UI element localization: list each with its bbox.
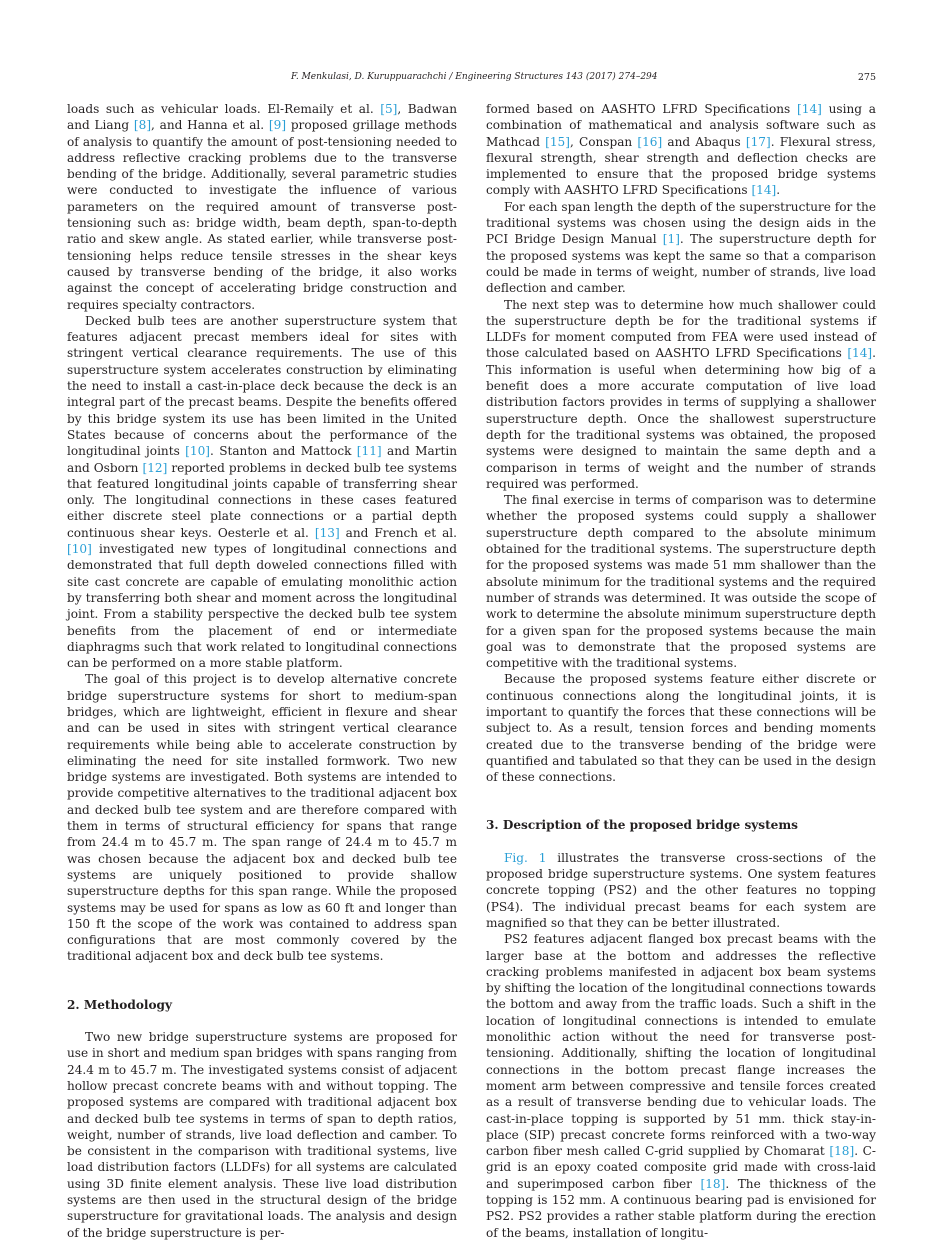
running-head: F. Menkulasi, D. Kuruppuarachchi / Engineering Structures 143 (2017) 274–294 bbox=[291, 72, 658, 82]
reference-link[interactable]: [12] bbox=[142, 460, 168, 475]
paragraph: The goal of this project is to develop alternative concrete bridge superstructure systems for short to medium-span bridges, which are lightweight, efficient in flexure and shear and can be used in sites with stringent vertical clearance requirements while being able to accelerate construction by eliminating the need for site installed formwork. Two new bridge systems are investigated. Both systems are intended to provide competitive alternatives to the traditional adjacent box and decked bulb tee system and are therefore compared with them in terms of structural efficiency for spans that range from 24.4 m to 45.7 m. The span range of 24.4 m to 45.7 m was chosen because the adjacent box and decked bulb tee systems are uniquely positioned to provide shallow superstructure depths for this span range. While the proposed systems may be used for spans as low as 60 ft and longer than 150 ft the scope of the work was contained to address span configurations that are most commonly covered by the traditional adjacent box and deck bulb tee systems. bbox=[67, 672, 457, 964]
paragraph: Decked bulb tees are another superstructure system that features adjacent precast members ideal for sites with stringent vertical clearance requirements. The use of this superstructure system accelerates construction by eliminating the need to install a cast-in-place deck because the deck is an integral part of the precast beams. Despite the benefits offered by this bridge system its use has been limited in the United States because of concerns about the performance of the longitudinal joints [10]. Stanton and Mattock [11] and Martin and Osborn [12] reported problems in decked bulb tee systems that featured longitudinal joints capable of transferring shear only. The longitudinal connections in these cases featured either discrete steel plate connections or a partial depth continuous shear keys. Oesterle et al. [13] and French et al. [10] investigated new types of longitudinal connections and demonstrated that full depth doweled connections filled with site cast concrete are capable of emulating monolithic action by transferring both shear and moment across the longitudinal joint. From a stability perspective the decked bulb tee system benefits from the placement of end or intermediate diaphragms such that work related to longitudinal connections can be performed on a more stable platform. bbox=[67, 313, 457, 671]
paragraph: The final exercise in terms of comparison was to determine whether the proposed systems could supply a shallower superstructure depth compared to the absolute minimum obtained for the traditional systems. The superstructure depth for the proposed systems was made 51 mm shallower than the absolute minimum for the traditional systems and the required number of strands was determined. It was outside the scope of work to determine the absolute minimum superstructure depth for a given span for the proposed systems because the main goal was to demonstrate that the proposed systems are competitive with the traditional systems. bbox=[486, 493, 876, 671]
spacer bbox=[67, 1013, 457, 1029]
page-number: 275 bbox=[857, 72, 876, 83]
paragraph: PS2 features adjacent flanged box precast beams with the larger base at the bottom and addresses the reflective cracking problems manifested in adjacent box beam systems by shifting the location of the longitudinal connections towards the bottom and away from the traffic loads. Such a shift in the location of longitudinal connections is intended to emulate monolithic action without the need for transverse post-tensioning. Additionally, shifting the location of longitudinal connections in the bottom precast flange increases the moment arm between compressive and tensile forces created as a result of transverse bending due to vehicular loads. The cast-in-place topping is supported by 51 mm. thick stay-in-place (SIP) precast concrete forms reinforced with a two-way carbon fiber mesh called C-grid supplied by Chomarat [18]. C-grid is an epoxy coated composite grid made with cross-laid and superimposed carbon fiber [18]. The thickness of the topping is 152 mm. A continuous bearing pad is envisioned for PS2. PS2 provides a rather stable platform during the erection of the beams, installation of longitu- bbox=[486, 932, 877, 1240]
paragraph: For each span length the depth of the superstructure for the traditional systems was chosen using the design aids in the PCI Bridge Design Manual [1]. The superstructure depth for the proposed systems was kept the same so that a comparison could be made in terms of weight, number of strands, live load deflection and camber. bbox=[486, 199, 876, 296]
left-column bbox=[67, 101, 457, 1241]
reference-link[interactable]: [14] bbox=[797, 102, 822, 116]
reference-link[interactable]: [14] bbox=[847, 346, 873, 361]
paragraph: formed based on AASHTO LFRD Specifications [14] using a combination of mathematical and analysis software such as Mathcad [15], Conspan [16] and Abaqus [17]. Flexural stress, flexural strength, shear strength and deflection checks are implemented to ensure that the proposed bridge systems comply with AASHTO LFRD Specifications [14]. bbox=[486, 102, 876, 198]
reference-link[interactable]: Fig. 1 bbox=[504, 850, 547, 865]
reference-link[interactable]: [10] bbox=[185, 444, 210, 459]
paragraph: Fig. 1 illustrates the transverse cross-sections of the proposed bridge superstructure systems. One system features concrete topping (PS2) and the other features no topping (PS4). The individual precast beams for each system are magnified so that they can be better illustrated. bbox=[486, 850, 876, 930]
paragraph: loads such as vehicular loads. El-Remaily et al. [5], Badwan and Liang [8], and Hanna et al. [9] proposed grillage methods of analysis to quantify the amount of post-tensioning needed to address reflective cracking problems due to the transverse bending of the bridge. Additionally, several parametric studies were conducted to investigate the influence of various parameters on the required amount of transverse post-tensioning such as: bridge width, beam depth, span-to-depth ratio and skew angle. As stated earlier, while transverse post-tensioning helps reduce tensile stresses in the shear keys caused by transverse bending of the bridge, it also works against the concept of accelerating bridge construction and requires specialty contractors. bbox=[67, 102, 458, 312]
reference-link[interactable]: [10] bbox=[67, 542, 92, 557]
reference-link[interactable]: [8] bbox=[133, 118, 152, 133]
reference-link[interactable]: [15] bbox=[545, 134, 570, 149]
running-header bbox=[0, 72, 925, 88]
reference-link[interactable]: [9] bbox=[268, 118, 287, 133]
reference-link[interactable]: [17] bbox=[745, 134, 771, 149]
reference-link[interactable]: [1] bbox=[662, 232, 680, 247]
spacer bbox=[486, 785, 876, 817]
reference-link[interactable]: [18] bbox=[829, 1144, 855, 1159]
reference-link[interactable]: [16] bbox=[637, 134, 663, 149]
spacer bbox=[67, 965, 457, 997]
paragraph: Two new bridge superstructure systems are proposed for use in short and medium span bridges with spans ranging from 24.4 m to 45.7 m. The investigated systems consist of adjacent hollow precast concrete beams with and without topping. The proposed systems are compared with traditional adjacent box and decked bulb tee systems in terms of span to depth ratios, weight, number of strands, live load deflection and camber. To be consistent in the comparison with traditional systems, live load distribution factors (LLDFs) for all systems are calculated using 3D finite element analysis. These live load distribution systems are then used in the structural design of the bridge superstructure for gravitational loads. The analysis and design of the bridge superstructure is per- bbox=[67, 1030, 457, 1240]
reference-link[interactable]: [18] bbox=[700, 1176, 726, 1191]
spacer bbox=[486, 834, 876, 850]
right-column bbox=[486, 101, 876, 1241]
section-heading-methodology: 2. Methodology bbox=[67, 997, 173, 1012]
paragraph: The next step was to determine how much shallower could the superstructure depth be for the traditional systems if LLDFs for moment computed from FEA were used instead of those calculated based on AASHTO LFRD Specifications [14]. This information is useful when determining how big of a benefit does a more accurate computation of live load distribution factors provides in terms of supplying a shallower superstructure depth. Once the shallowest superstructure depth for the traditional systems was obtained, the proposed systems were designed to maintain the same depth and a comparison in terms of weight and the number of strands required was performed. bbox=[486, 297, 876, 491]
reference-link[interactable]: [11] bbox=[356, 444, 382, 459]
reference-link[interactable]: [13] bbox=[314, 525, 340, 540]
reference-link[interactable]: [14] bbox=[751, 183, 777, 198]
paragraph: Because the proposed systems feature either discrete or continuous connections along the longitudinal joints, it is important to quantify the forces that these connections will be subject to. As a result, tension forces and bending moments created due to the transverse bending of the bridge were quantified and tabulated so that they can be used in the design of these connections. bbox=[486, 672, 876, 785]
section-heading-description: 3. Description of the proposed bridge systems bbox=[486, 818, 798, 833]
reference-link[interactable]: [5] bbox=[380, 102, 398, 116]
